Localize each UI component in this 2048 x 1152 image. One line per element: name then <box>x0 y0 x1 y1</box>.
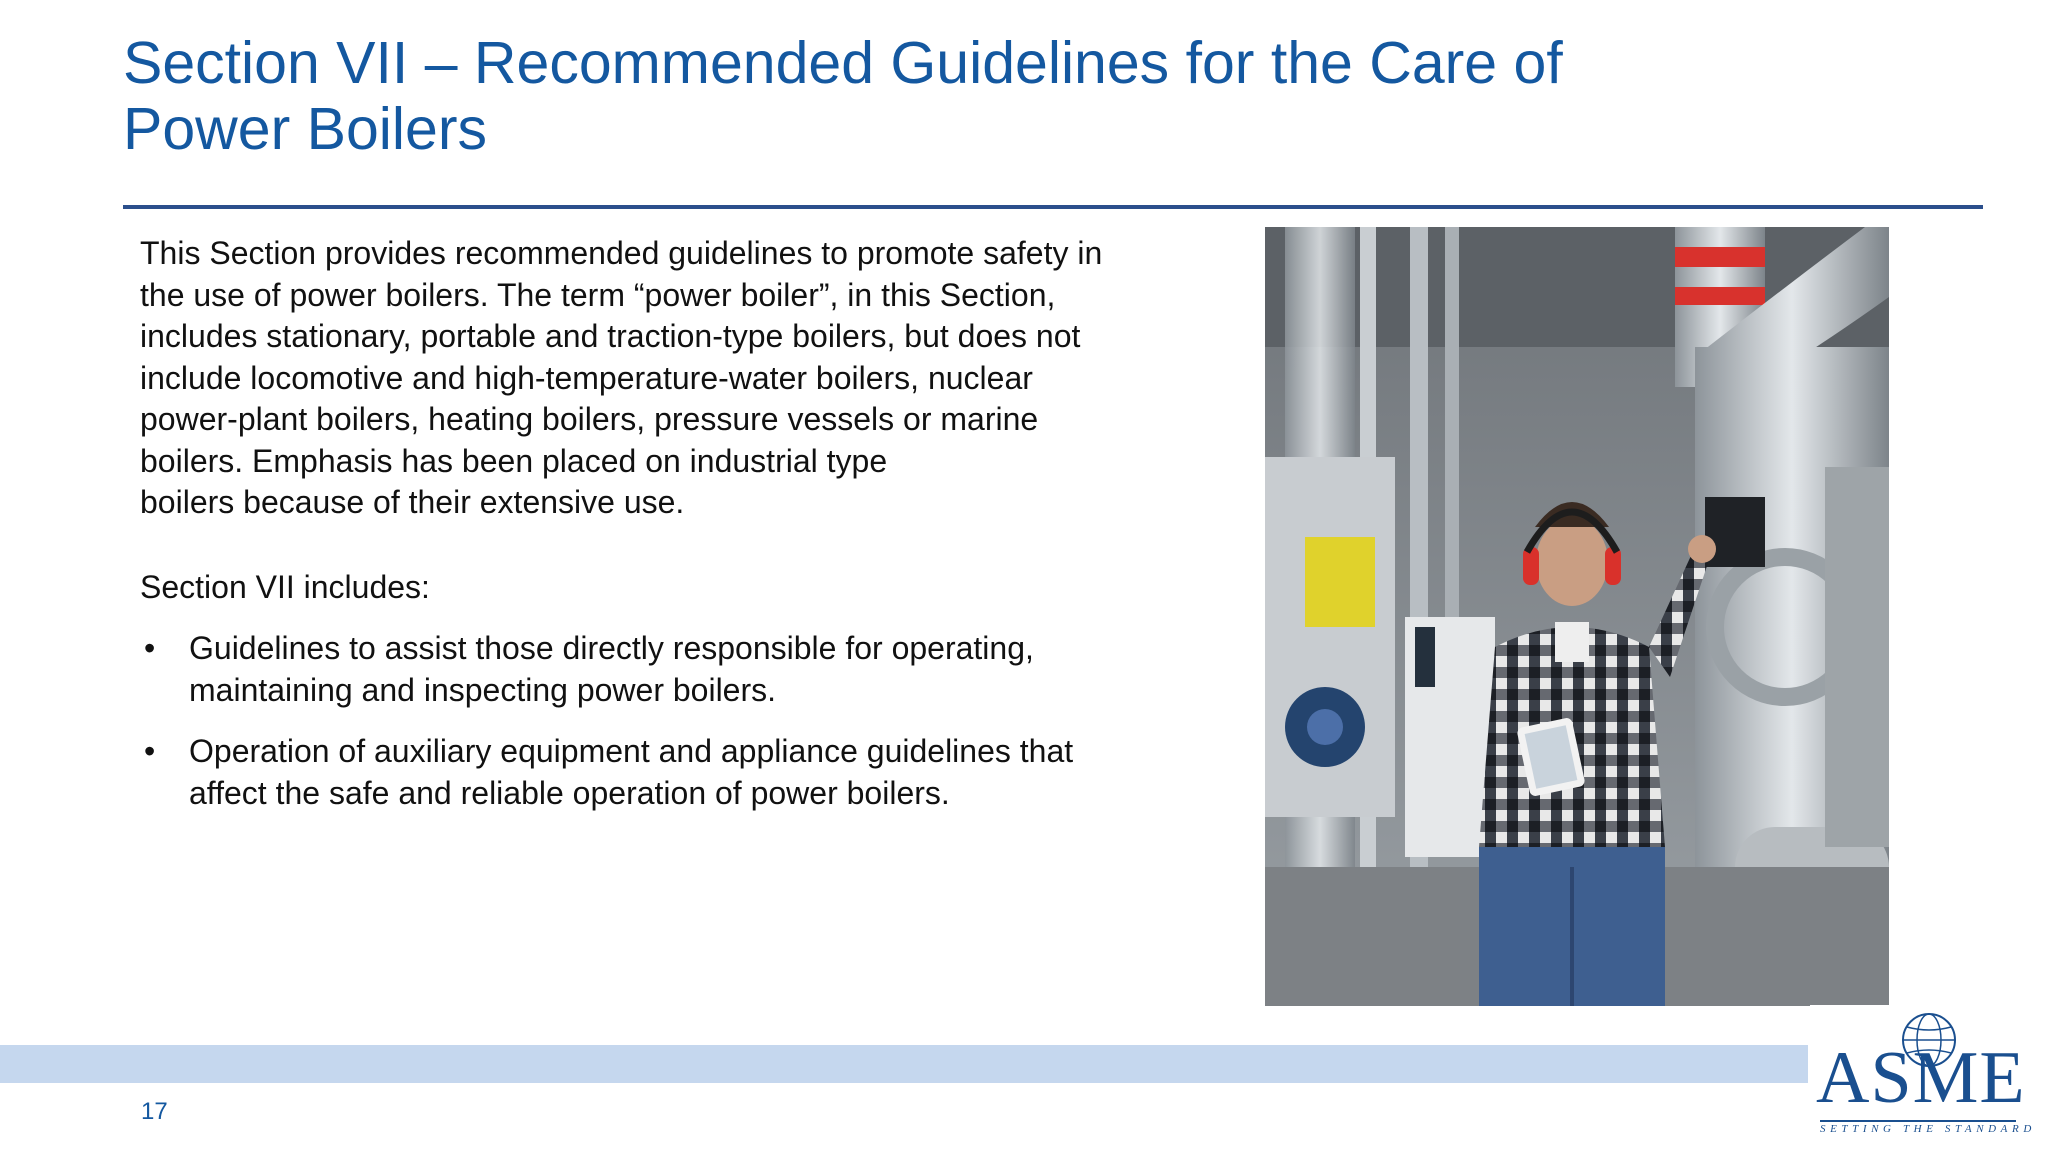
list-item <box>140 628 1240 711</box>
boiler-room-illustration <box>1265 227 1889 1006</box>
title-divider <box>123 205 1983 209</box>
logo-underline <box>1820 1120 2016 1122</box>
intro-line: include locomotive and high-temperature-water boilers, nuclear <box>140 359 1033 396</box>
bullet-marker: • <box>144 630 156 666</box>
intro-paragraph <box>140 233 1240 524</box>
bullet-text-line: Operation of auxiliary equipment and appliance guidelines that <box>189 733 1074 769</box>
includes-heading: Section VII includes: <box>140 569 430 605</box>
list-item <box>140 731 1240 814</box>
intro-line: This Section provides recommended guidelines to promote safety in <box>140 235 1103 271</box>
intro-line: the use of power boilers. The term “power boiler”, in this Section, <box>140 276 1056 313</box>
intro-line: power-plant boilers, heating boilers, pressure vessels or marine <box>140 401 1039 437</box>
asme-logo <box>1810 1005 2034 1145</box>
bullet-text-line: affect the safe and reliable operation of power boilers. <box>189 774 950 811</box>
bullet-text-line: Guidelines to assist those directly responsible for operating, <box>189 630 1034 666</box>
slide-title-line-2: Power Boilers <box>123 96 487 162</box>
page-number: 17 <box>141 1098 168 1125</box>
includes-list <box>140 628 1240 834</box>
boiler-room-photo <box>1265 227 1889 1006</box>
intro-line: boilers. Emphasis has been placed on industrial type <box>140 442 888 479</box>
bullet-marker: • <box>144 733 156 769</box>
slide-title <box>123 30 1823 162</box>
footer-band <box>0 1045 1808 1083</box>
logo-wordmark: ASME <box>1816 1037 2026 1119</box>
intro-line: includes stationary, portable and traction-type boilers, but does not <box>140 318 1081 354</box>
logo-tagline: SETTING THE STANDARD <box>1820 1123 2036 1135</box>
intro-line: boilers because of their extensive use. <box>140 484 685 520</box>
bullet-text-line: maintaining and inspecting power boilers. <box>189 671 777 708</box>
slide-title-line-1: Section VII – Recommended Guidelines for the Care of <box>123 30 1563 96</box>
